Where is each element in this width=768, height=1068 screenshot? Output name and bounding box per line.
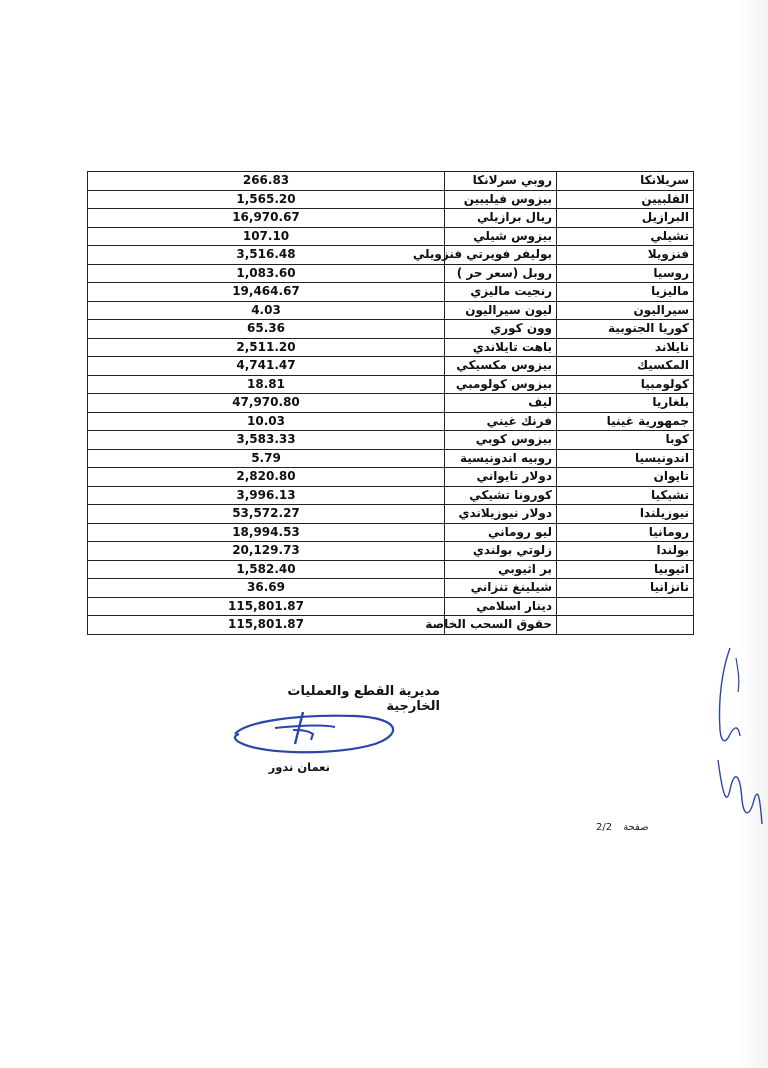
table-row <box>88 560 694 579</box>
table-row <box>88 375 694 394</box>
table-row <box>88 301 694 320</box>
currency-cell: زلوتي بولندي <box>445 542 557 561</box>
country-cell: سريلانكا <box>557 172 694 191</box>
currency-cell: بيزوس مكسيكي <box>445 357 557 376</box>
rate-cell: 4.03 <box>88 301 445 320</box>
rate-cell: 19,464.67 <box>88 283 445 302</box>
table-row <box>88 523 694 542</box>
table-row <box>88 394 694 413</box>
rate-cell: 5.79 <box>88 449 445 468</box>
rate-cell: 53,572.27 <box>88 505 445 524</box>
table-row <box>88 449 694 468</box>
currency-cell: رنجيت ماليزي <box>445 283 557 302</box>
rate-cell: 10.03 <box>88 412 445 431</box>
currency-cell: بيزوس شيلي <box>445 227 557 246</box>
country-cell: المكسيك <box>557 357 694 376</box>
rate-cell: 4,741.47 <box>88 357 445 376</box>
rate-cell: 2,511.20 <box>88 338 445 357</box>
page-word: صفحة <box>623 822 649 833</box>
country-cell <box>557 597 694 616</box>
rate-cell: 3,996.13 <box>88 486 445 505</box>
currency-cell: روبيه اندونيسية <box>445 449 557 468</box>
table-row <box>88 209 694 228</box>
table-row <box>88 579 694 598</box>
page-number: 2/2 <box>596 822 613 833</box>
country-cell: نيوزيلندا <box>557 505 694 524</box>
exchange-rates-table <box>87 171 694 635</box>
country-cell: اندونيسيا <box>557 449 694 468</box>
table-row <box>88 190 694 209</box>
currency-cell: بوليفر فويرتي فنزويلي <box>445 246 557 265</box>
country-cell: سيراليون <box>557 301 694 320</box>
currency-cell: باهت تايلاندي <box>445 338 557 357</box>
table-row <box>88 616 694 635</box>
table-row <box>88 283 694 302</box>
rate-cell: 3,583.33 <box>88 431 445 450</box>
table-row <box>88 412 694 431</box>
exchange-rates-body <box>88 172 694 635</box>
currency-cell: حقوق السحب الخاصة <box>445 616 557 635</box>
country-cell <box>557 616 694 635</box>
table-row <box>88 172 694 191</box>
currency-cell: دولار نيوزيلاندي <box>445 505 557 524</box>
rate-cell: 1,582.40 <box>88 560 445 579</box>
country-cell: فنزويلا <box>557 246 694 265</box>
rate-cell: 1,083.60 <box>88 264 445 283</box>
table-row <box>88 320 694 339</box>
country-cell: تايلاند <box>557 338 694 357</box>
country-cell: كوبا <box>557 431 694 450</box>
currency-cell: فرنك غيني <box>445 412 557 431</box>
rate-cell: 18,994.53 <box>88 523 445 542</box>
currency-cell: روبل (سعر حر ) <box>445 264 557 283</box>
rate-cell: 47,970.80 <box>88 394 445 413</box>
table-row <box>88 505 694 524</box>
rate-cell: 16,970.67 <box>88 209 445 228</box>
rate-cell: 65.36 <box>88 320 445 339</box>
scan-edge-shadow <box>738 0 768 1068</box>
country-cell: الفلبيين <box>557 190 694 209</box>
country-cell: البرازيل <box>557 209 694 228</box>
table-row <box>88 542 694 561</box>
rate-cell: 20,129.73 <box>88 542 445 561</box>
signer-name: نعمان ندور <box>268 760 330 774</box>
rate-cell: 115,801.87 <box>88 597 445 616</box>
country-cell: تانزانيا <box>557 579 694 598</box>
rate-cell: 266.83 <box>88 172 445 191</box>
country-cell: روسيا <box>557 264 694 283</box>
currency-cell: ليون سيراليون <box>445 301 557 320</box>
rate-cell: 115,801.87 <box>88 616 445 635</box>
country-cell: كوريا الجنوبية <box>557 320 694 339</box>
rate-cell: 2,820.80 <box>88 468 445 487</box>
rate-cell: 107.10 <box>88 227 445 246</box>
country-cell: تشيكيا <box>557 486 694 505</box>
signature-icon <box>225 700 405 760</box>
currency-cell: بيزوس كوبي <box>445 431 557 450</box>
rate-cell: 36.69 <box>88 579 445 598</box>
currency-cell: وون كوري <box>445 320 557 339</box>
department-name: مديرية القطع والعمليات الخارجية <box>287 684 440 714</box>
initials-icon <box>700 640 766 830</box>
currency-cell: بيزوس كولومبي <box>445 375 557 394</box>
currency-cell: ليو روماني <box>445 523 557 542</box>
currency-cell: بيزوس فيليبين <box>445 190 557 209</box>
currency-cell: شيلينغ تنزاني <box>445 579 557 598</box>
currency-cell: بر اثيوبي <box>445 560 557 579</box>
table-row <box>88 338 694 357</box>
table-row <box>88 357 694 376</box>
country-cell: بولندا <box>557 542 694 561</box>
table-row <box>88 246 694 265</box>
country-cell: تشيلي <box>557 227 694 246</box>
currency-cell: ريال برازيلي <box>445 209 557 228</box>
country-cell: تايوان <box>557 468 694 487</box>
country-cell: رومانيا <box>557 523 694 542</box>
table-row <box>88 597 694 616</box>
currency-cell: دولار تايواني <box>445 468 557 487</box>
table-row <box>88 264 694 283</box>
rate-cell: 3,516.48 <box>88 246 445 265</box>
table-row <box>88 431 694 450</box>
currency-cell: كورونا تشيكي <box>445 486 557 505</box>
rate-cell: 18.81 <box>88 375 445 394</box>
table-row <box>88 468 694 487</box>
page-number-label <box>596 822 666 833</box>
currency-cell: ليف <box>445 394 557 413</box>
country-cell: ماليزيا <box>557 283 694 302</box>
table-row <box>88 486 694 505</box>
country-cell: كولومبيا <box>557 375 694 394</box>
currency-cell: دينار اسلامي <box>445 597 557 616</box>
rate-cell: 1,565.20 <box>88 190 445 209</box>
country-cell: جمهورية غينيا <box>557 412 694 431</box>
table-row <box>88 227 694 246</box>
country-cell: اثيوبيا <box>557 560 694 579</box>
currency-cell: روبي سرلانكا <box>445 172 557 191</box>
country-cell: بلغاريا <box>557 394 694 413</box>
